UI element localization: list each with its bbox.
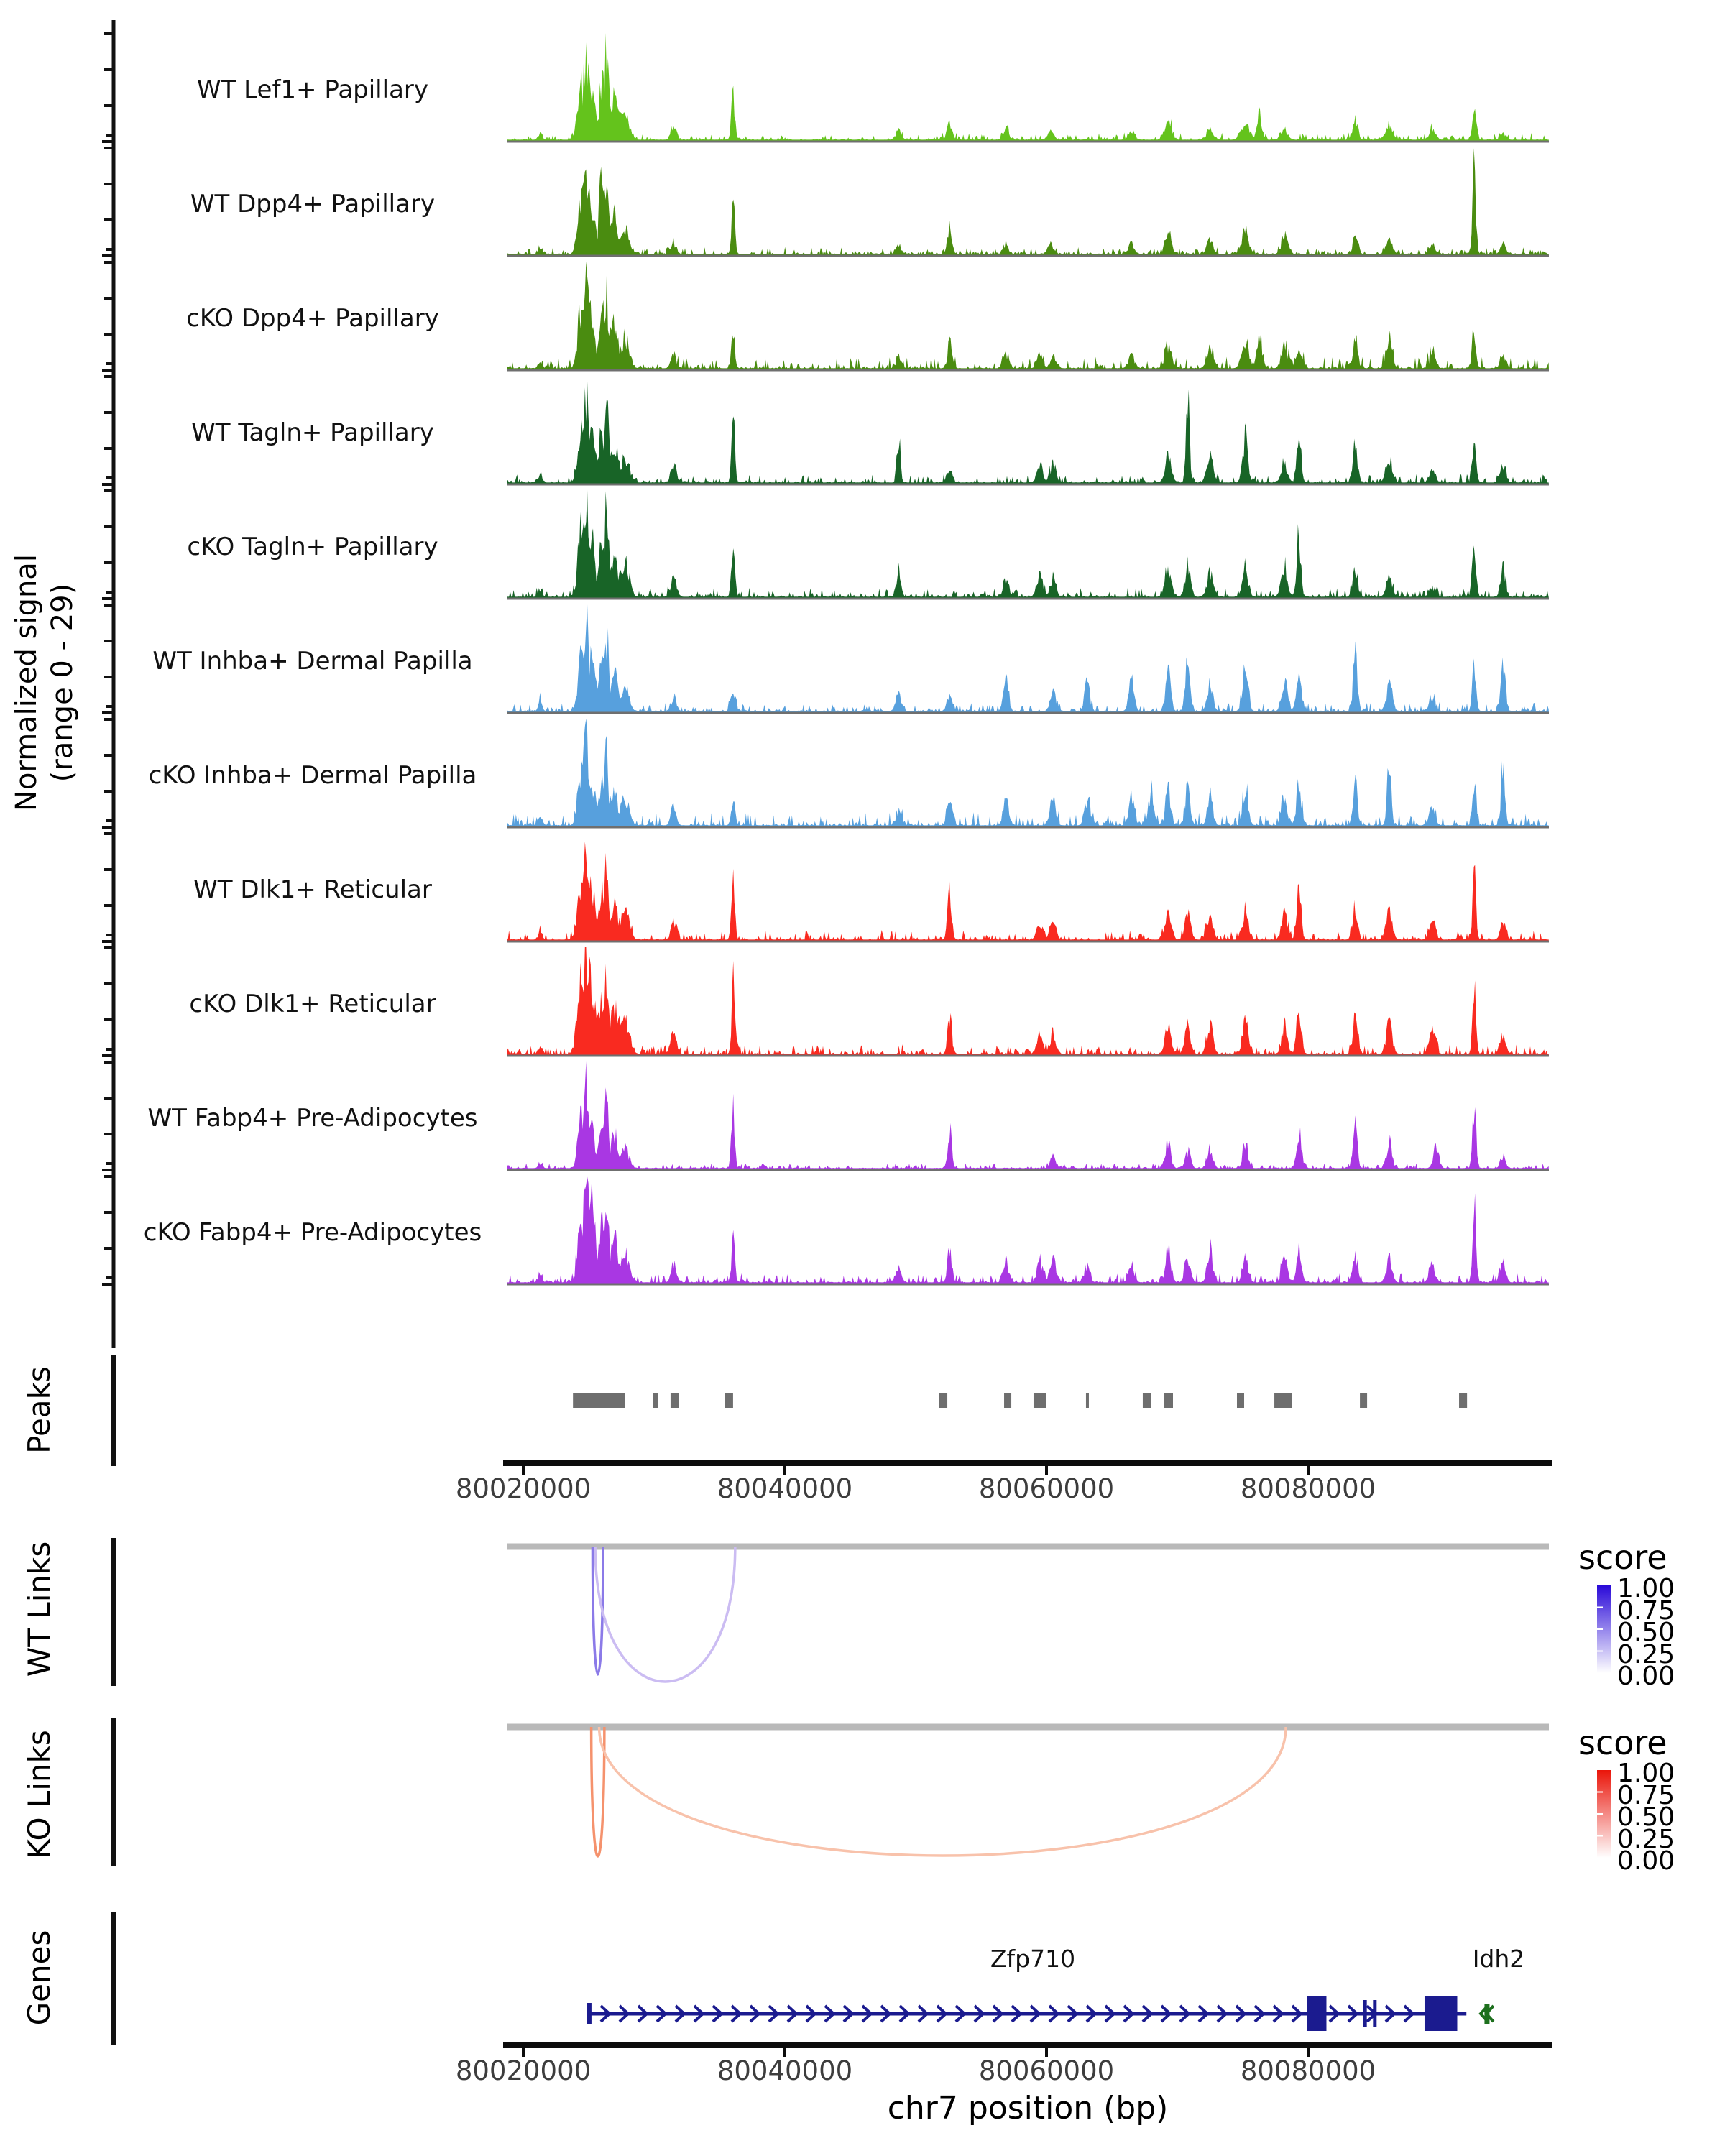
wt-link-legend-tick-0.25: 0.25 (1617, 1639, 1675, 1669)
bottom-axis-tick-80020000: 80020000 (455, 2055, 592, 2086)
peaks-track-label: Peaks (21, 1366, 57, 1454)
signal-track-label-1: WT Lef1+ Papillary (196, 75, 429, 104)
wt-link-legend-tick-0.75: 0.75 (1617, 1595, 1675, 1626)
signal-track-label-4: WT Tagln+ Papillary (191, 418, 434, 447)
peak-interval-13 (1360, 1393, 1367, 1408)
bottom-axis-tick-80040000: 80040000 (717, 2055, 853, 2086)
peak-interval-3 (671, 1393, 679, 1408)
signal-y-axis-label-line2: (range 0 - 29) (46, 583, 79, 783)
ko-link-legend-tick-1.00: 1.00 (1617, 1759, 1675, 1788)
gene-small-exon-zfp710-1 (1363, 2000, 1367, 2027)
peak-interval-5 (939, 1393, 947, 1408)
gene-tss-bar-zfp710 (587, 2003, 592, 2024)
peak-interval-11 (1237, 1393, 1244, 1408)
wt-links-track-label: WT Links (21, 1541, 57, 1677)
mid-axis-tick-80020000: 80020000 (455, 1473, 592, 1504)
wt-link-arc-2 (595, 1547, 735, 1682)
peak-interval-14 (1459, 1393, 1467, 1408)
signal-track-area-8 (507, 842, 1549, 941)
x-axis-title: chr7 position (bp) (887, 2090, 1169, 2127)
peak-interval-2 (653, 1393, 658, 1408)
signal-track-area-9 (507, 947, 1549, 1056)
wt-link-legend-tick-0.50: 0.50 (1617, 1618, 1675, 1647)
peak-interval-9 (1143, 1393, 1151, 1408)
ko-links-legend-title: score (1578, 1723, 1668, 1762)
wt-link-legend-tick-0.00: 0.00 (1617, 1662, 1675, 1691)
signal-track-area-11 (507, 1176, 1549, 1284)
signal-track-area-1 (507, 33, 1549, 142)
signal-track-label-2: WT Dpp4+ Papillary (190, 190, 436, 218)
signal-y-axis-label-line1: Normalized signal (10, 554, 43, 811)
mid-axis-tick-80060000: 80060000 (978, 1473, 1115, 1504)
mid-axis-tick-80040000: 80040000 (717, 1473, 853, 1504)
wt-links-legend-title: score (1578, 1538, 1668, 1577)
peak-interval-6 (1004, 1393, 1011, 1408)
peak-interval-12 (1274, 1393, 1292, 1408)
ko-link-arc-2 (599, 1727, 1287, 1856)
genes-track-label: Genes (21, 1930, 57, 2026)
signal-track-area-6 (507, 604, 1549, 713)
gene-exon-zfp710-1 (1307, 1996, 1326, 2031)
signal-track-label-3: cKO Dpp4+ Papillary (186, 304, 439, 333)
signal-track-label-7: cKO Inhba+ Dermal Papilla (148, 761, 477, 790)
gene-exon-zfp710-2 (1425, 1996, 1458, 2031)
peak-interval-1 (573, 1393, 625, 1408)
ko-link-legend-tick-0.00: 0.00 (1617, 1846, 1675, 1876)
signal-track-area-10 (507, 1061, 1549, 1170)
signal-track-area-4 (507, 382, 1549, 484)
bottom-axis-tick-80080000: 80080000 (1240, 2055, 1376, 2086)
ko-link-legend-tick-0.25: 0.25 (1617, 1824, 1675, 1854)
ko-link-legend-tick-0.75: 0.75 (1617, 1780, 1675, 1810)
signal-track-label-10: WT Fabp4+ Pre-Adipocytes (147, 1104, 478, 1133)
peak-interval-10 (1164, 1393, 1173, 1408)
peak-interval-7 (1034, 1393, 1046, 1408)
mid-axis-tick-80080000: 80080000 (1240, 1473, 1376, 1504)
signal-track-label-8: WT Dlk1+ Reticular (193, 875, 432, 904)
gene-label-idh2: Idh2 (1472, 1945, 1525, 1973)
peak-interval-4 (725, 1393, 733, 1408)
ko-link-legend-tick-0.50: 0.50 (1617, 1802, 1675, 1832)
signal-track-area-5 (507, 490, 1549, 599)
signal-track-label-11: cKO Fabp4+ Pre-Adipocytes (143, 1218, 482, 1247)
gene-label-zfp710: Zfp710 (990, 1945, 1076, 1973)
signal-track-label-9: cKO Dlk1+ Reticular (189, 990, 436, 1018)
wt-link-legend-tick-1.00: 1.00 (1617, 1574, 1675, 1603)
signal-track-area-7 (507, 719, 1549, 827)
signal-track-label-6: WT Inhba+ Dermal Papilla (152, 647, 473, 676)
signal-y-axis-label (9, 554, 80, 811)
signal-track-area-2 (507, 148, 1549, 256)
signal-track-label-5: cKO Tagln+ Papillary (187, 533, 438, 561)
signal-track-area-3 (507, 262, 1549, 370)
peak-interval-8 (1086, 1393, 1089, 1408)
bottom-axis-tick-80060000: 80060000 (978, 2055, 1115, 2086)
ko-links-track-label: KO Links (21, 1730, 57, 1859)
